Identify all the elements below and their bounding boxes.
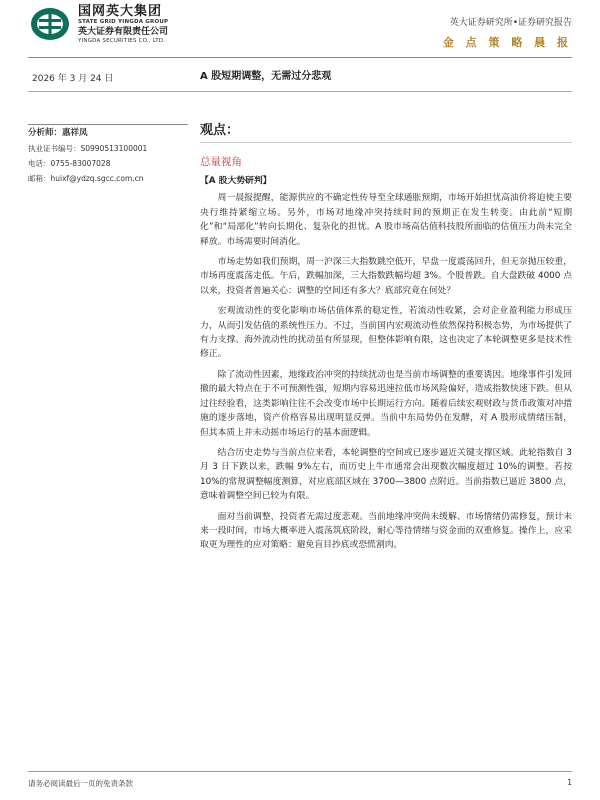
license-number: 执业证书编号：S0990513100001 [28, 144, 148, 153]
footer-disclaimer: 请务必阅读最后一页的免责条款 [28, 779, 133, 788]
org-line: 英大证券研究所•证券研究报告 [449, 18, 572, 28]
section-title: 总量视角 [200, 156, 242, 168]
page-number: 1 [567, 778, 572, 787]
email-address: 邮箱：huixf@ydzq.sgcc.com.cn [28, 174, 144, 183]
company-logo-text [78, 4, 168, 45]
headline-divider [28, 91, 572, 92]
report-date: 2026 年 3 月 24 日 [32, 74, 114, 84]
paragraph: 宏观流动性的变化影响市场估值体系的稳定性，若流动性收紧，会对企业盈利能力形成压力，从而引发估值的系统性压力。不过，当前国内宏观流动性依然保持积极态势，为市场提供了有力支撑。海外流动性的扰动虽有所显现，但整体影响有限，这也决定了本轮调整更多是技术性修正。 [200, 306, 572, 360]
paragraph: 周一晨报提醒，能源供应的不确定性传导至全球通胀预期，市场开始担忧高油价将迫使主要央行维持紧缩立场。另外，市场对地缘冲突持续时间的预期正在发生转变。由此前“短期化”和“局部化”转向长期化、复杂化的担忧。A 股市场高估值科技股所面临的估值压力尚未完全释放。市场需要时间消化。 [200, 193, 572, 247]
company-name-en: STATE GRID YINGDA GROUP [78, 19, 169, 25]
main-content [200, 174, 572, 559]
phone-number: 电话：0755-83007028 [28, 159, 111, 168]
header-divider [28, 57, 572, 58]
viewpoint-divider [200, 142, 572, 143]
paragraph: 面对当前调整，投资者无需过度悲观。当前地缘冲突尚未缓解、市场情绪仍需修复，预计未来一段时间，市场大概率进入震荡筑底阶段，耐心等待情绪与资金面的双重修复。操作上，应采取更为理性的应对策略：避免盲目抄底或恐慌割肉。 [200, 511, 572, 551]
report-headline: A 股短期调整，无需过分悲观 [200, 71, 332, 82]
header-right [443, 17, 572, 50]
footer-divider [28, 771, 572, 772]
sub-company-name: 英大证券有限责任公司 [78, 27, 169, 37]
section-tag: 【A 股大势研判】 [200, 176, 272, 186]
sidebar-divider [28, 124, 188, 125]
report-series-title: 金 点 策 略 晨 报 [442, 36, 572, 49]
sub-company-name-en: YINGDA SECURITIES CO., LTD. [78, 38, 166, 44]
paragraph: 除了流动性因素，地缘政治冲突的持续扰动也是当前市场调整的重要诱因。地缘事件引发回撤的最大特点在于不可预测性强，短期内容易迅速拉低市场风险偏好，造成指数快速下跌。但从过往经验看，这类影响往往不会改变市场中长期运行方向。随着后续宏观财政与货币政策对冲措施的逐步落地，资产价格容易出现明显反弹。当前中东局势仍在发酵，对 A 股形成情绪压制，但其本质上并未动摇市场运行的基本面逻辑。 [200, 369, 572, 438]
viewpoint-label: 观点： [200, 123, 240, 138]
analyst-info [28, 126, 193, 186]
company-name: 国网英大集团 [78, 4, 163, 19]
state-grid-logo-icon [28, 6, 72, 42]
paragraph: 结合历史走势与当前点位来看，本轮调整的空间或已逐步逼近关键支撑区域。此轮指数自 3 月 3 日下跌以来，跌幅 9%左右，而历史上牛市通常会出现数次幅度超过 10%的调整。若按 10%的常规调整幅度测算，对应底部区域在 3700—3800 点附近。当前指数已逼近 3800 点，意味着调整空间已较为有限。 [200, 447, 572, 502]
paragraph: 市场走势如我们预期，周一沪深三大指数跳空低开，早盘一度震荡回升，但无奈抛压较重，市场再度震荡走低。午后，跌幅加深，三大指数跌幅均超 3%。个股普跌。自大盘跌破 4000 点以来，投资者普遍关心：调整的空间还有多大？底部究竟在何处？ [200, 257, 572, 296]
analyst-name: 分析师：惠祥凤 [28, 128, 88, 138]
